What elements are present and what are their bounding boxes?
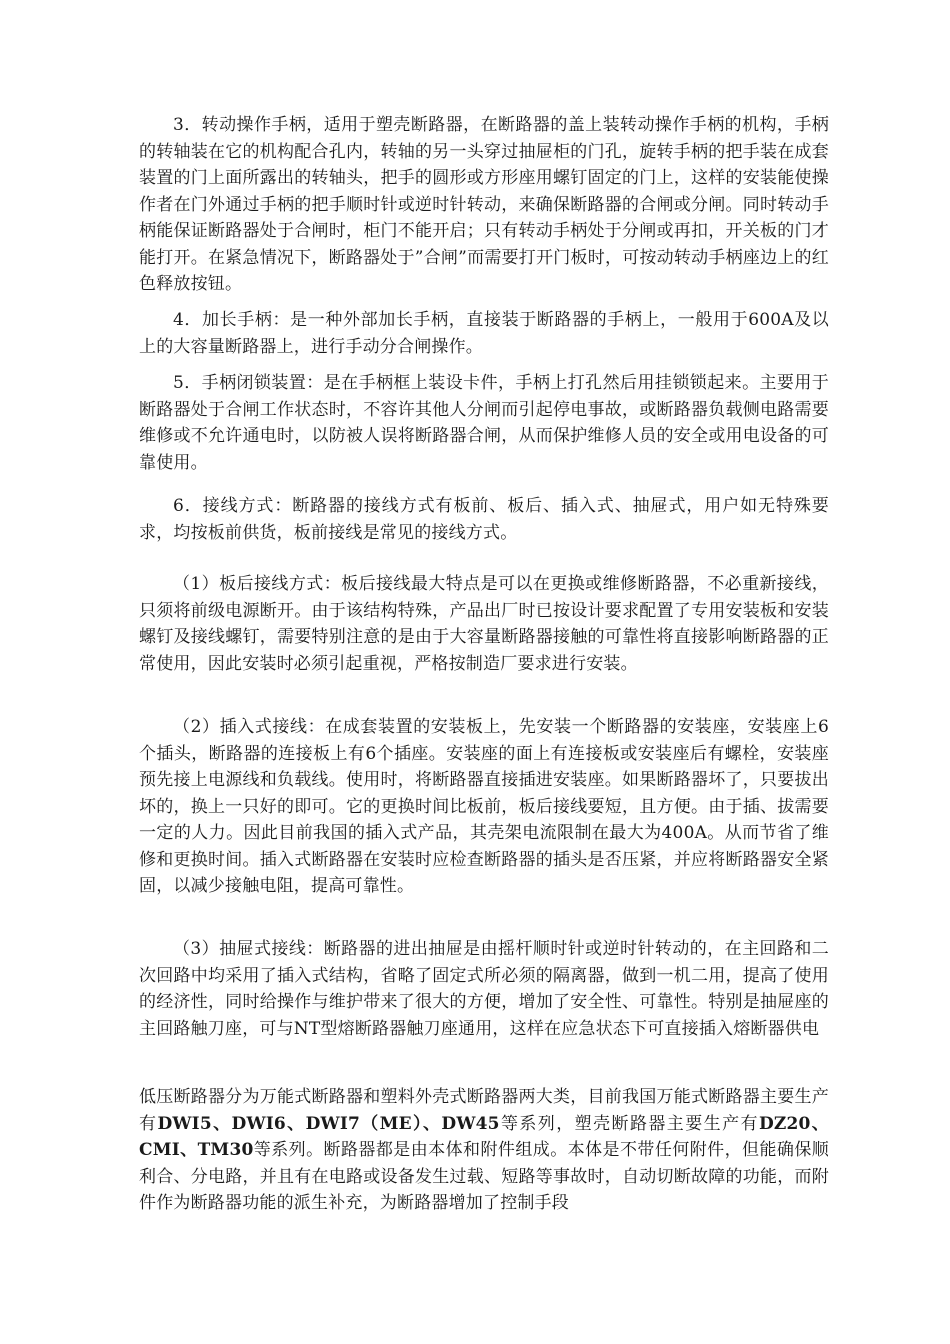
- final-text-part1: 低压断路器分为万能式断路器和塑料外壳式断路器两大类，目前我国万能式断路器主要生产有: [139, 1087, 829, 1134]
- paragraph-drawer-wiring: （3）抽屉式接线：断路器的进出抽屉是由摇杆顺时针或逆时针转动的，在主回路和二次回路中均采用了插入式结构，省略了固定式所必须的隔离器，做到一机二用，提高了使用的经济性，同时给操作与维护带来了很大的方便，增加了安全性、可靠性。特别是抽屉座的主回路触刀座，可与NT型熔断路器触刀座通用，这样在应急状态下可直接插入熔断器供电: [139, 939, 829, 1039]
- paragraph-wiring-methods: 6．接线方式：断路器的接线方式有板前、板后、插入式、抽屉式，用户如无特殊要求，均按板前供货，板前接线是常见的接线方式。: [139, 496, 829, 543]
- paragraph-rear-wiring: （1）板后接线方式：板后接线最大特点是可以在更换或维修断路器，不必重新接线，只须将前级电源断开。由于该结构特殊，产品出厂时已按设计要求配置了专用安装板和安装螺钉及接线螺钉，需要特别注意的是由于大容量断路器接触的可靠性将直接影响断路器的正常使用，因此安装时必须引起重视，严格按制造厂要求进行安装。: [139, 574, 829, 674]
- paragraph-handle-lock: 5．手柄闭锁装置：是在手柄框上装设卡件，手柄上打孔然后用挂锁锁起来。主要用于断路器处于合闸工作状态时，不容许其他人分闸而引起停电事故，或断路器负载侧电路需要维修或不允许通电时，以防被人误将断路器合闸，从而保护维修人员的安全或用电设备的可靠使用。: [139, 373, 829, 473]
- paragraph-rotary-handle: 3．转动操作手柄，适用于塑壳断路器，在断路器的盖上装转动操作手柄的机构，手柄的转轴装在它的机构配合孔内，转轴的另一头穿过抽屉柜的门孔，旋转手柄的把手装在成套装置的门上面所露出的转轴头，把手的圆形或方形座用螺钉固定的门上，这样的安装能使操作者在门外通过手柄的把手顺时针或逆时针转动，来确保断路器的合闸或分闸。同时转动手柄能保证断路器处于合闸时，柜门不能开启；只有转动手柄处于分闸或再扣，开关板的门才能打开。在紧急情况下，断路器处于”合闸”而需要打开门板时，可按动转动手柄座边上的红色释放按钮。: [139, 115, 829, 294]
- paragraph-extended-handle: 4．加长手柄：是一种外部加长手柄，直接装于断路器的手柄上，一般用于600A及以上的大容量断路器上，进行手动分合闸操作。: [139, 310, 829, 357]
- paragraph-plug-in-wiring: （2）插入式接线：在成套装置的安装板上，先安装一个断路器的安装座，安装座上6个插头，断路器的连接板上有6个插座。安装座的面上有连接板或安装座后有螺栓，安装座预先接上电源线和负载线。使用时，将断路器直接插进安装座。如果断路器坏了，只要拔出坏的，换上一只好的即可。它的更换时间比板前，板后接线要短，且方便。由于插、拔需要一定的人力。因此目前我国的插入式产品，其壳架电流限制在最大为400A。从而节省了维修和更换时间。插入式断路器在安装时应检查断路器的插头是否压紧，并应将断路器安全紧固，以减少接触电阻，提高可靠性。: [139, 717, 829, 896]
- final-text-bold-series-2: DZ20、CMI、TM30: [139, 1113, 829, 1160]
- final-text-part3: 等系列。断路器都是由本体和附件组成。本体是不带任何附件，但能确保顺利合、分电路，并且有在电路或设备发生过载、短路等事故时，自动切断故障的功能，而附件作为断路器功能的派生补充，为断路器增加了控制手段: [139, 1140, 829, 1213]
- final-text-part2: 等系列，塑壳断路器主要生产有: [499, 1113, 759, 1134]
- paragraph-low-voltage-breakers: [139, 1084, 829, 1217]
- final-text-bold-series-1: DWI5、DWI6、DWI7（ME）、DW45: [157, 1113, 500, 1134]
